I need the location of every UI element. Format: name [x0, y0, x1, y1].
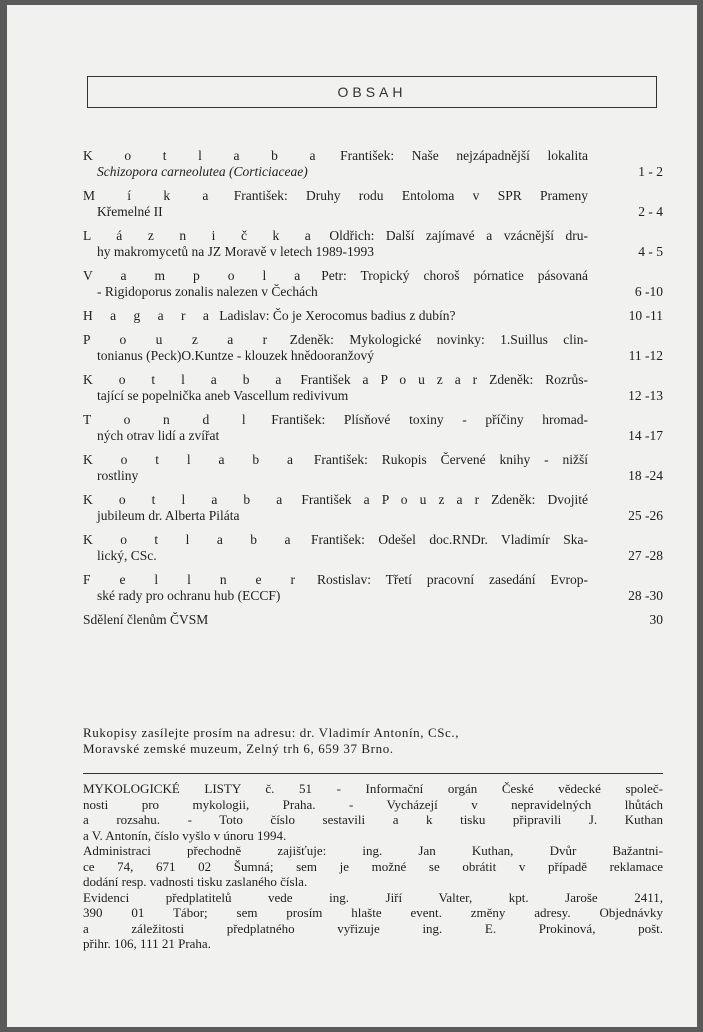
imprint-line: a V. Antonín, číslo vyšlo v únoru 1994. — [83, 827, 287, 843]
toc-title-line: tající se popelnička aneb Vascellum redivivum — [97, 388, 349, 403]
toc-title-line: Sdělení členům ČVSM — [83, 612, 209, 627]
imprint-line: ce 74, 671 02 Šumná; sem je možné se obrátit v případě reklamace — [83, 858, 663, 874]
toc-title-line: lický, CSc. — [97, 548, 157, 563]
toc-author: T o n d l — [83, 412, 253, 427]
toc-pages: 25 -26 — [628, 508, 663, 523]
imprint-line: Administraci přechodně zajišťuje: ing. Jan Kuthan, Dvůr Bažantni- — [83, 843, 663, 858]
toc-author: H a g a r a — [83, 308, 216, 323]
imprint-line: nosti pro mykologii, Praha. - Vycházejí v nepravidelných lhůtách — [83, 796, 663, 812]
document-page — [7, 5, 697, 1027]
toc-pages: 10 -11 — [628, 308, 663, 323]
toc-title-line: Schizopora carneolutea (Corticiaceae) — [97, 164, 308, 179]
toc-author-firstname: František a P o u z a r Zdeněk: — [289, 492, 536, 507]
toc-pages: 4 - 5 — [638, 244, 663, 259]
toc-pages: 18 -24 — [628, 468, 663, 483]
toc-pages: 28 -30 — [628, 588, 663, 603]
toc-entry — [83, 332, 663, 364]
toc-title-line: Křemelné II — [97, 204, 163, 219]
toc-title-line: Tropický choroš pórnatice pásovaná — [360, 268, 588, 283]
toc-entry — [83, 612, 663, 628]
toc-author-firstname: František a P o u z a r Zdeněk: — [288, 372, 534, 387]
toc-title-line: ných otrav lidí a zvířat — [97, 428, 220, 443]
toc-entry — [83, 308, 663, 324]
toc-title-line: Plísňové toxiny - příčiny hromad- — [343, 412, 588, 427]
toc-entry — [83, 268, 663, 300]
toc-title-line: hy makromycetů na JZ Moravě v letech 1989-1993 — [97, 244, 375, 259]
toc-author: K o t l a b a — [83, 372, 289, 387]
toc-author: K o t l a b a — [83, 492, 290, 507]
toc-entry — [83, 492, 663, 524]
imprint-line: přihr. 106, 111 21 Praha. — [83, 936, 211, 951]
toc-pages: 2 - 4 — [638, 204, 663, 219]
toc-title-line: tonianus (Peck)O.Kuntze - klouzek hnědooranžový — [97, 348, 375, 363]
imprint-footer — [83, 781, 663, 952]
toc-title-line: Třetí pracovní zasedání Evrop- — [385, 572, 588, 587]
contents-title: OBSAH — [337, 84, 407, 100]
imprint-line: Evidenci předplatitelů vede ing. Jiří Valter, kpt. Jaroše 2411, — [83, 889, 663, 905]
toc-author-firstname: Petr: — [307, 268, 347, 283]
note-line: Moravské zemské muzeum, Zelný trh 6, 659 37 Brno. — [83, 741, 394, 756]
toc-author: K o t l a b a — [83, 148, 323, 163]
toc-title-line: Odešel doc.RNDr. Vladimír Ska- — [378, 532, 588, 547]
toc-pages: 12 -13 — [628, 388, 663, 403]
toc-title-line: Rozrůs- — [545, 372, 589, 387]
toc-pages: 14 -17 — [628, 428, 663, 443]
toc-author-firstname: František: — [300, 452, 368, 467]
table-of-contents — [83, 148, 663, 636]
toc-title-line: Rukopis Červené knihy - nižší — [381, 452, 588, 467]
imprint-line: a rozsahu. - Toto číslo sestavili a k tisku připravili J. Kuthan — [83, 812, 663, 827]
toc-author: V a m p o l a — [83, 268, 308, 283]
toc-entry — [83, 452, 663, 484]
toc-title-line: Naše nejzápadnější lokalita — [411, 148, 588, 163]
toc-author-firstname: František: — [215, 188, 288, 203]
imprint-line: dodání resp. vadnosti tisku zaslaného čísla. — [83, 874, 308, 889]
toc-title-line: Další zajímavé a vzácnější dru- — [385, 228, 588, 243]
toc-entry — [83, 412, 663, 444]
toc-author: P o u z a r — [83, 332, 275, 347]
toc-author-firstname: Ladislav: — [215, 308, 270, 323]
toc-title-line: rostliny — [97, 468, 139, 483]
toc-author-firstname: Rostislav: — [301, 572, 371, 587]
manuscript-note — [83, 725, 663, 757]
toc-pages: 30 — [649, 612, 663, 627]
toc-author-firstname: Zdeněk: — [274, 332, 334, 347]
toc-title-line: Dvojité — [547, 492, 589, 507]
toc-title-line: Druhy rodu Entoloma v SPR Prameny — [306, 188, 589, 203]
toc-entry — [83, 372, 663, 404]
toc-pages: 11 -12 — [628, 348, 663, 363]
toc-title-line: jubileum dr. Alberta Piláta — [97, 508, 240, 523]
toc-author-firstname: Oldřich: — [317, 228, 375, 243]
divider — [83, 773, 663, 774]
toc-title-line: Čo je Xerocomus badius z dubín? — [272, 308, 456, 323]
toc-author: M í k a — [83, 188, 216, 203]
toc-title-line: Mykologické novinky: 1.Suillus clin- — [349, 332, 588, 347]
toc-author: F e l l n e r — [83, 572, 302, 587]
toc-author: K o t l a b a — [83, 452, 300, 467]
toc-entry — [83, 148, 663, 180]
toc-title-line: ské rady pro ochranu hub (ECCF) — [97, 588, 281, 603]
toc-pages: 6 -10 — [634, 284, 663, 299]
note-line: Rukopisy zasílejte prosím na adresu: dr. Vladimír Antonín, CSc., — [83, 725, 460, 740]
toc-entry — [83, 532, 663, 564]
toc-author: L á z n i č k a — [83, 228, 318, 243]
toc-entry — [83, 572, 663, 604]
toc-entry — [83, 228, 663, 260]
toc-entry — [83, 188, 663, 220]
toc-author: K o t l a b a — [83, 532, 298, 547]
imprint-line: a záležitosti předplatného vyřizuje ing. E. Prokinová, pošt. — [83, 920, 663, 936]
toc-author-firstname: František: — [252, 412, 326, 427]
contents-title-box — [87, 76, 657, 108]
toc-author-firstname: František: — [297, 532, 365, 547]
toc-author-firstname: František: — [322, 148, 395, 163]
toc-pages: 27 -28 — [628, 548, 663, 563]
toc-title-line: - Rigidoporus zonalis nalezen v Čechách — [97, 284, 318, 299]
imprint-line: 390 01 Tábor; sem prosím hlašte event. změny adresy. Objednávky — [83, 905, 663, 920]
toc-pages: 1 - 2 — [638, 164, 663, 179]
imprint-line: MYKOLOGICKÉ LISTY č. 51 - Informační orgán České vědecké společ- — [83, 781, 663, 796]
